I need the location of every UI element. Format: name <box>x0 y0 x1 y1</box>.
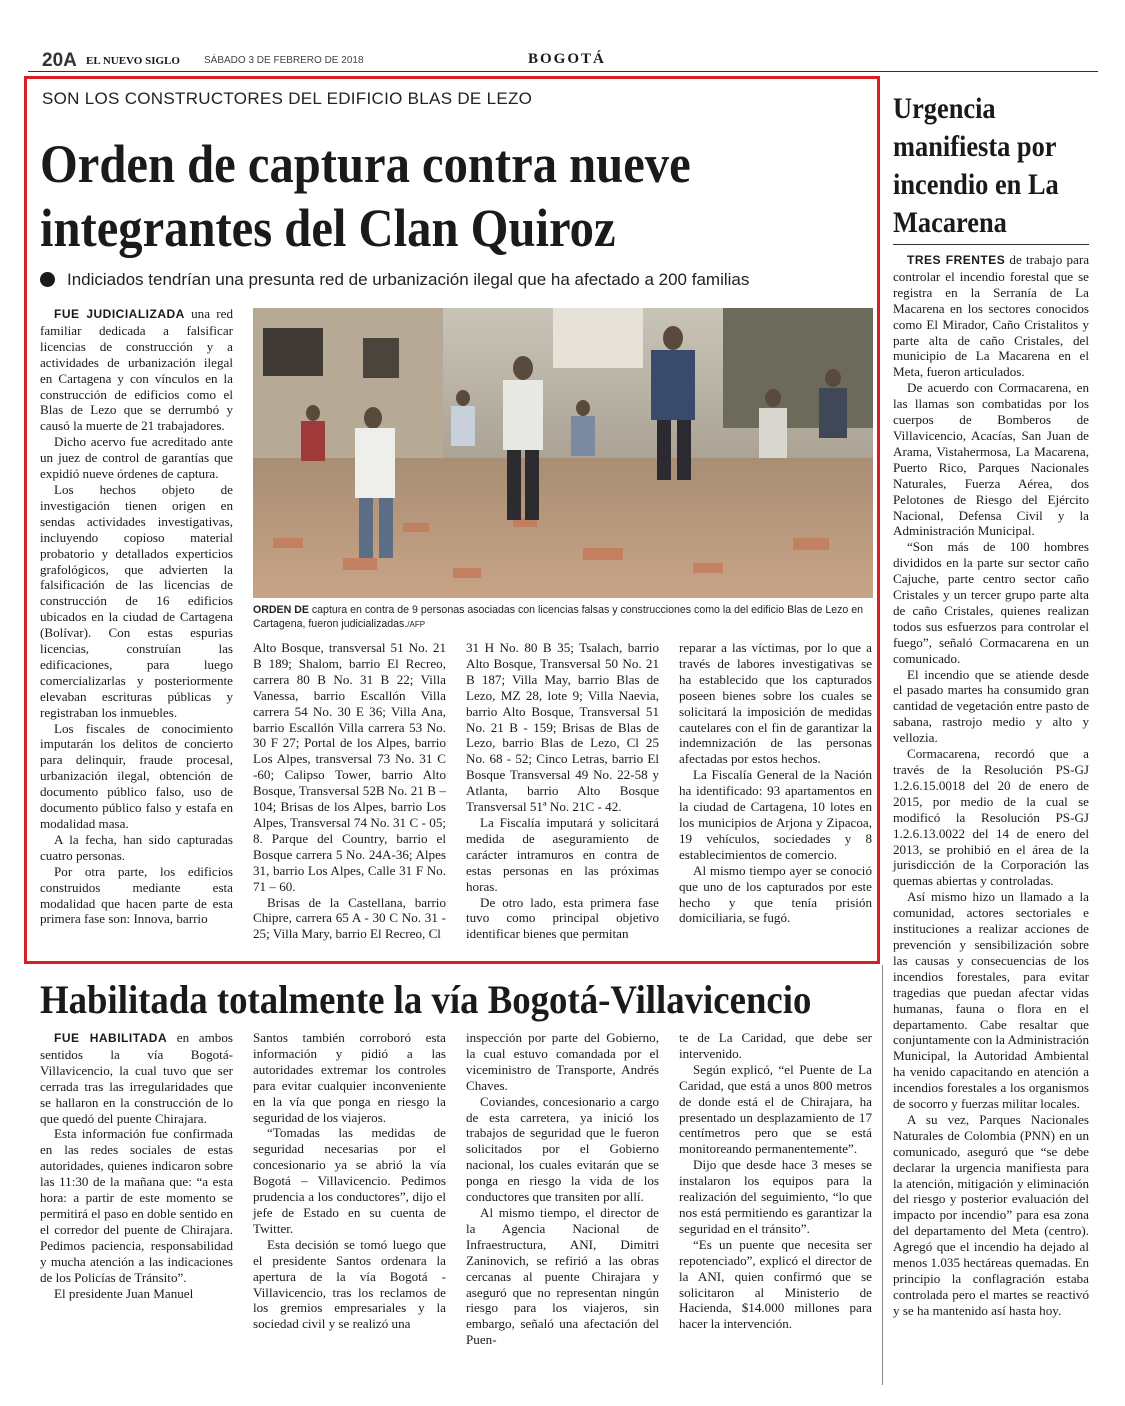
paragraph: Así mismo hizo un llamado a la comunidad, actores sectoriales e instituciones a realizar acciones de prevención y sensibilización sobre las causas y consecuencias de los incendios forestales, para evitar tragedias que puedan afectar vidas humanas, fauna o flora en el departamento. Cabe resaltar que conjuntamente con la Administración Municipal, la Autoridad Ambiental ha venido capacitando en atención a incendios forestales a los organismos de socorro y fuerzas militar locales. <box>893 889 1089 1112</box>
paragraph: De otro lado, esta primera fase tuvo como principal objetivo identificar bienes que permitan <box>466 894 659 942</box>
article-column-1 <box>40 306 233 927</box>
paragraph: Al mismo tiempo, el director de la Agencia Nacional de Infraestructura, ANI, Dimitri Zaninovich, se refirió a las obras cercanas al puente Chirajara y aseguró que no representan ningún riesgo para los viajeros, sin embargo, señaló una afectación del Puen- <box>466 1204 659 1348</box>
paragraph: FUE JUDICIALIZADA una red familiar dedicada a falsificar licencias de construcción y a actividades de urbanización ilegal en Cartagena y con vínculos en la construcción de edificios como el Blas de Lezo que se derrumbó y causó la muerte de 21 trabajadores. <box>40 306 233 434</box>
sidebar-headline: Urgencia manifiesta por incendio en La Macarena <box>893 92 1059 239</box>
paragraph: Los fiscales de conocimiento imputarán los delitos de concierto para delinquir, fraude procesal, urbanización ilegal, obtención de documento público falso, uso de documento público falso y estafa en modalidad masa. <box>40 720 233 831</box>
paragraph: Esta información fue confirmada en las redes sociales de estas autoridades, quienes indicaron sobre las 11:30 de la mañana que: “a esta hora: a partir de este momento se permitirá el paso en doble sentido en el corredor del puente de Chirajara. Pedimos paciencia, responsabilidad y mucha atención a las indicaciones de los Policías de Tránsito”. <box>40 1126 233 1285</box>
paragraph: Los hechos objeto de investigación tienen origen en sendas actividades investigativas, incluyendo copioso material probatorio y detallados experticios grafológicos, que advierten la falsificación de las licencias de construcción de 16 edificios ubicados en la ciudad de Cartagena (Bolívar). Con estas espurias licencias, construían las edificaciones, para luego comercializarlas y posteriormente elevaban escrituras públicas y registraban los inmuebles. <box>40 481 233 720</box>
paragraph: inspección por parte del Gobierno, la cual estuvo comandada por el viceministro de Transporte, Andrés Chaves. <box>466 1030 659 1093</box>
article-subhead <box>40 270 870 290</box>
paragraph: “Tomadas las medidas de seguridad necesarias por el concesionario ya se abrió la vía Bogotá – Villavicencio. Pedimos prudencia a los conductores”, dijo el jefe de Estado en su cuenta de Twitter. <box>253 1125 446 1236</box>
paragraph: De acuerdo con Cormacarena, en las llamas son combatidas por los cuerpos de Bomberos de Villavicencio, Acacías, San Juan de Arama, Vistahermosa, La Macarena, Puerto Rico, Parques Nacionales Naturales, Fuerza Aérea, dos Pelotones de Riesgo del Ejército Nacional, Defensa Civil y la Administración Municipal. <box>893 380 1089 539</box>
section-name: BOGOTÁ <box>528 51 606 67</box>
second-column-3 <box>466 1030 659 1348</box>
article-kicker: SON LOS CONSTRUCTORES DEL EDIFICIO BLAS DE LEZO <box>42 89 533 108</box>
second-article-headline: Habilitada totalmente la vía Bogotá-Villavicencio <box>40 977 812 1022</box>
second-column-4 <box>679 1030 872 1332</box>
paragraph: Dijo que desde hace 3 meses se instalaron los equipos para la realización del seguimiento, “lo que nos está permitiendo es garantizar la seguridad en el tránsito”. <box>679 1157 872 1236</box>
paragraph: Esta decisión se tomó luego que el presidente Santos ordenara la apertura de la vía Bogotá -Villavicencio, tras los reclamos de los gremios empresariales y la sociedad civil y se realizó una <box>253 1236 446 1332</box>
bullet-icon <box>40 272 55 287</box>
column-divider <box>882 965 883 1385</box>
caption-lead: ORDEN DE <box>253 604 309 616</box>
paragraph: FUE HABILITADA en ambos sentidos la vía Bogotá-Villavicencio, la cual tuvo que ser cerrada tras las irregularidades que se hallaron en la construcción de lo que quedó del puente Chirajara. <box>40 1030 233 1126</box>
paragraph: reparar a las víctimas, por lo que a través de labores investigativas se ha establecido que los capturados poseen bienes sobre los cuales se solicitará la imposición de medidas cautelares con el fin de garantizar la indemnización de las personas afectadas por estos hechos. <box>679 640 872 767</box>
paragraph: A su vez, Parques Nacionales Naturales de Colombia (PNN) en un comunicado, aseguró que “se debe declarar la urgencia manifiesta para la atención, mitigación y eliminación del riesgo y posterior evaluación del impacto por incendio” para esa zona del departamento del Meta (centro). Agregó que el incendio ha dejado al menos 1.035 hectáreas quemadas. En principio la conflagración estaba controlada pero el martes se reactivó y se ha mantenido así hasta hoy. <box>893 1111 1089 1318</box>
article-column-2 <box>253 640 446 942</box>
lead-words: FUE HABILITADA <box>54 1031 168 1045</box>
paragraph: Coviandes, concesionario a cargo de esta carretera, ya inició los trabajos de seguridad que le fueron solicitados por el Gobierno nacional, los cuales evitarán que se ponga en riesgo la vida de los conductores que transiten por allí. <box>466 1093 659 1205</box>
article-column-4 <box>679 640 872 926</box>
paragraph: A la fecha, han sido capturadas cuatro personas. <box>40 831 233 863</box>
second-column-1 <box>40 1030 233 1301</box>
article-headline <box>40 132 787 260</box>
paragraph: El incendio que se atiende desde el pasado martes ha consumido gran cantidad de vegetación entre pasto de sabana, rastrojo medio y alto y vellozia. <box>893 666 1089 746</box>
paragraph: Al mismo tiempo ayer se conoció que uno de los capturados por este hecho y que tenía prisión domiciliaria, se fugó. <box>679 862 872 926</box>
lead-words: FUE JUDICIALIZADA <box>54 307 185 321</box>
page-header <box>28 50 1098 72</box>
article-photo <box>253 308 873 598</box>
paragraph: “Son más de 100 hombres divididos en la parte sur sector caño Cajuche, parte centro sector caño Cristales y un tercer grupo parte alta de caño Cristales, quienes realizan todos sus esfuerzos para controlar el fuego”, señaló Cormacarena en un comunicado. <box>893 539 1089 666</box>
paragraph: Alto Bosque, transversal 51 No. 21 B 189; Shalom, barrio El Recreo, carrera 80 B No. 31 B 22; Villa Vanessa, barrio Escallón Villa carrera 54 No. 30 E 36; Villa Ana, barrio Escallón Villa carrera 53 No. 30 F 27; Portal de los Alpes, barrio Los Alpes, transversal 73 No. 31 C -60; Calipso Tower, barrio Alto Bosque, Transversal 52B No. 21 B – 104; Brisas de los Alpes, barrio Los Alpes, Transversal 74 No. 31 C - 05; 8. Parque del Country, barrio el Bosque carrera 5 No. 24A-36; Alpes 31, barrio Los Alpes, Calle 31 F No. 71 – 60. <box>253 640 446 894</box>
paragraph: Cormacarena, recordó que a través de la Resolución PS-GJ 1.2.6.15.0018 del 20 de enero de 2015, por medio de la cual se modificó la Resolución PS-GJ 1.2.6.13.0022 del 14 de enero del 2013, se prohibió en el área de la jurisdicción de la Corporación las quemas abiertas y controladas. <box>893 746 1089 889</box>
paragraph: La Fiscalía imputará y solicitará medida de aseguramiento de carácter intramuros en contra de estas personas en las próximas horas. <box>466 814 659 894</box>
paragraph: El presidente Juan Manuel <box>54 1285 194 1301</box>
headline-line-1: Orden de captura contra nueve <box>40 134 691 194</box>
page-number: 20A <box>42 50 77 71</box>
headline-line-2: integrantes del Clan Quiroz <box>40 198 616 258</box>
collapse-scene-illustration <box>253 308 873 598</box>
paragraph: La Fiscalía General de la Nación ha identificado: 93 apartamentos en la ciudad de Cartagena, 10 lotes en los municipios de Arjona y Zipacoa, 19 vehículos, sociedades y 8 establecimientos de comercio. <box>679 767 872 862</box>
paragraph: Por otra parte, los edificios construidos mediante esta modalidad que hacen parte de esta primera fase son: Innova, barrio <box>40 863 233 927</box>
lead-words: TRES FRENTES <box>907 253 1006 267</box>
article-column-3 <box>466 640 659 942</box>
divider <box>893 244 1089 245</box>
paragraph: TRES FRENTES de trabajo para controlar el incendio forestal que se registra en la Serranía de La Macarena en los sectores conocidos como El Mirador, Caño Cristalitos y parte alta de caño Cristales, del municipio de La Macarena en el Meta, fueron articulados. <box>893 252 1090 380</box>
paragraph: 31 H No. 80 B 35; Tsalach, barrio Alto Bosque, Transversal 50 No. 21 B 187; Villa May, barrio Blas de Lezo, MZ 28, lote 9; Villa Naevia, barrio Alto Bosque, Transversal 51 No. 21 B - 159; Brisas de Blas de Lezo, barrio Blas de Lezo, Cl 25 No. 68 - 52; Cinco Letras, barrio El Bosque Transversal 49 No. 22-58 y Atlanta, barrio Alto Bosque Transversal 51ª No. 21C - 42. <box>466 640 659 815</box>
subhead-text: Indiciados tendrían una presunta red de urbanización ilegal que ha afectado a 200 familias <box>67 270 750 289</box>
brand-name: EL NUEVO SIGLO <box>86 55 180 67</box>
sidebar-column <box>893 252 1089 1319</box>
paragraph: te de La Caridad, que debe ser intervenido. <box>679 1030 872 1061</box>
second-column-2 <box>253 1030 446 1332</box>
paragraph: Brisas de la Castellana, barrio Chipre, carrera 65 A - 30 C No. 31 - 25; Villa Mary, barrio El Recreo, Cl <box>253 894 446 942</box>
paragraph: Dicho acervo fue acreditado ante un juez de control de garantías que expidió nueve órdenes de captura. <box>40 434 233 482</box>
issue-date: SÁBADO 3 DE FEBRERO DE 2018 <box>204 55 364 66</box>
paragraph: Santos también corroboró esta información y pidió a las autoridades extremar los controles para evitar cualquier inconveniente en la vía que ponga en riesgo la seguridad de los viajeros. <box>253 1030 446 1125</box>
photo-caption: ORDEN DE captura en contra de 9 personas asociadas con licencias falsas y construcciones como la del edificio Blas de Lezo en Cartagena, fueron judicializadas./AFP <box>253 604 864 630</box>
paragraph: “Es un puente que necesita ser repotenciado”, explicó el director de la ANI, quien confirmó que se solicitaron al Ministerio de Hacienda, $14.000 millones para hacer la intervención. <box>679 1236 872 1332</box>
photo-credit: /AFP <box>407 620 426 629</box>
paragraph: Según explicó, “el Puente de La Caridad, que está a unos 800 metros de donde está el de Chirajara, ha presentado un desplazamiento de 17 centímetros pero que se está monitoreando permanentemente”. <box>679 1061 872 1157</box>
